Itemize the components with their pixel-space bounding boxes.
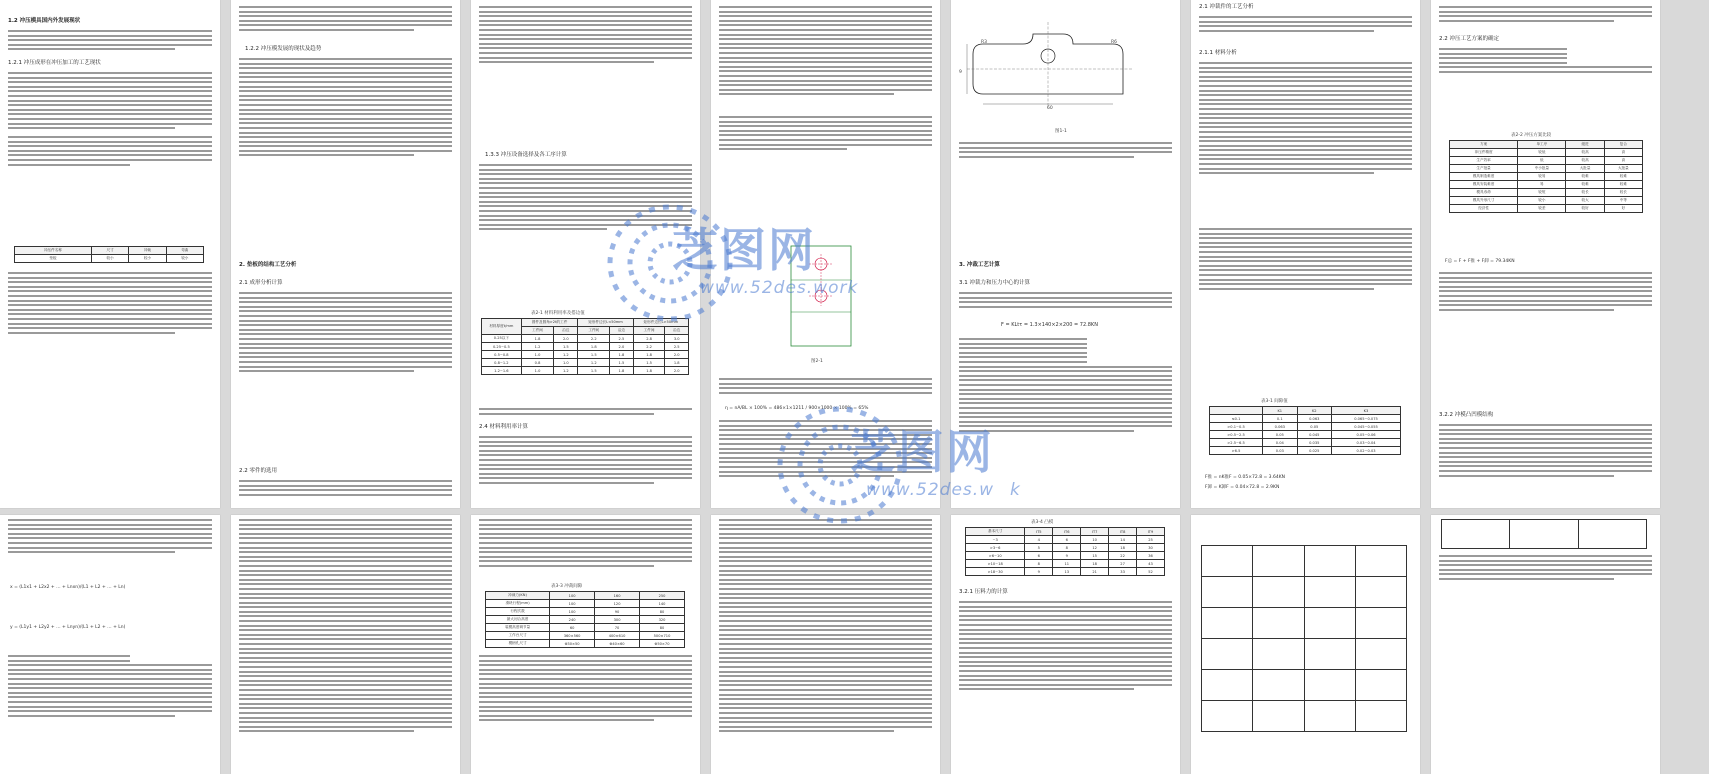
table-row: 模具外形尺寸 较小 较大 中等 [1450, 197, 1643, 205]
text-block [1439, 555, 1652, 580]
document-page-14 [1431, 515, 1660, 774]
text-block [8, 272, 212, 334]
text-block [959, 601, 1172, 690]
force-equation: F = KLtτ = 1.3×140×2×200 = 72.8KN [1001, 322, 1098, 328]
strip-layout-figure [781, 244, 861, 354]
document-page-12 [951, 515, 1180, 774]
watermark-url: www.52des.work [700, 278, 859, 298]
scheme-comparison-table: 方案 单工序 级进 复合 冲压件精度 较低 较高 高 生产效率 低 较高 高 生产批量 中小批量 大批量 大批量 模具制造难度 较易 较难 较难 模具安装难度 易 较难 较难 模具寿命 较短 较长 较长 模具外形尺寸 较小 较大 中等 经济性 较差 较好 好 [1449, 140, 1643, 213]
text-block [8, 136, 212, 166]
text-block [479, 519, 692, 567]
table-row: 经济性 较差 较好 好 [1450, 205, 1643, 213]
table-caption: 表3-3 冲裁间隙 [551, 584, 583, 589]
watermark-title: 芝图网 [672, 223, 816, 277]
text-block [239, 292, 452, 372]
tolerance-table: 基本尺寸 IT5 IT6 IT7 IT8 IT9 ~3 4 6 10 14 25 >3~6 5 8 12 18 30 >6~10 6 9 15 22 36 >10~18 8 11 18 27 43 >18~30 9 13 21 33 52 [965, 527, 1165, 576]
table-row: 模具安装难度 易 较难 较难 [1450, 181, 1643, 189]
section-heading: 1.2 冲压模具国内外发展现状 [8, 18, 81, 24]
document-page-9 [231, 515, 460, 774]
subsection-heading: 1.3.3 冲压设备选择及各工序计算 [485, 152, 567, 158]
table-row: >0.5~2.5 0.05 0.045 0.05~0.06 [1210, 431, 1401, 439]
text-block [719, 6, 932, 95]
watermark-title: 芝图网 [850, 425, 994, 479]
watermark-url-fragment: k [1010, 480, 1021, 500]
document-page-3 [471, 0, 700, 508]
subsection-heading: 3.2.2 冲模凸凹模结构 [1439, 412, 1494, 418]
table-row: >18~30 9 13 21 33 52 [966, 568, 1165, 576]
text-block [239, 6, 452, 31]
push-force-equation: F推 = nK推F = 0.05×72.8 = 3.64KN [1205, 475, 1286, 480]
table-row: >6~10 6 9 15 22 36 [966, 552, 1165, 560]
text-block [479, 655, 692, 721]
table-caption: 表2-1 材料利用率及搭边值 [531, 311, 585, 316]
table-row: 0.5~0.8 1.0 1.2 1.5 1.8 1.8 2.0 [482, 351, 689, 359]
text-block [719, 116, 932, 150]
text-block [719, 420, 932, 477]
document-page-8 [0, 515, 220, 774]
dimension-label: R3 [981, 40, 987, 45]
text-block [1439, 272, 1652, 311]
section-heading: 2.1 冲裁件的工艺分析 [1199, 4, 1254, 10]
press-spec-table: 冲裁力(KN) 100 160 250 滑块行程(mm) 100 120 140 行程次数 100 90 80 最大闭合高度 240 300 320 装模高度调节量 60 70 80 工作台尺寸 360×560 400×610 500×710 模柄孔尺寸 Φ30×50 Φ40×60 Φ50×70 [485, 591, 685, 648]
text-block [1439, 424, 1652, 477]
text-block [959, 292, 1172, 308]
document-page-10 [471, 515, 700, 774]
table-row: 模具寿命 较短 较长 较长 [1450, 189, 1643, 197]
table-row: >2.5~6.5 0.04 0.035 0.03~0.04 [1210, 439, 1401, 447]
text-block [479, 6, 692, 63]
text-block [1199, 62, 1412, 174]
table-row: 工作台尺寸 360×560 400×610 500×710 [486, 632, 685, 640]
table-row: ≤0.1 0.1 0.063 0.065~0.075 [1210, 415, 1401, 423]
subsection-heading: 1.2.1 冲压成形在冲压加工的工艺现状 [8, 60, 101, 66]
table-row: 生产批量 中小批量 大批量 大批量 [1450, 165, 1643, 173]
unload-force-equation: F卸 = K卸F = 0.04×72.8 = 2.9KN [1205, 485, 1280, 490]
text-block [719, 378, 932, 394]
document-page-13 [1191, 515, 1420, 774]
text-block [239, 519, 452, 732]
text-block [479, 164, 692, 230]
bottom-page-row [0, 515, 1709, 774]
figure-caption: 图2-1 [811, 359, 823, 364]
text-block [8, 519, 212, 553]
centroid-x-equation: x = (L1x1 + L2x2 + … + Lnxn)/(L1 + L2 + … + Ln) [10, 585, 126, 590]
table-row: 模柄孔尺寸 Φ30×50 Φ40×60 Φ50×70 [486, 640, 685, 648]
document-page-11 [711, 515, 940, 774]
table-caption: 表3-1 间隙值 [1261, 399, 1288, 404]
section-heading: 2.2 冲压工艺方案的确定 [1439, 36, 1499, 42]
table-row: >6.5 0.03 0.025 0.02~0.03 [1210, 447, 1401, 455]
table-row: 冲压件精度 较低 较高 高 [1450, 149, 1643, 157]
document-page-4 [711, 0, 940, 508]
dimension-label: 60 [1047, 106, 1053, 111]
utilization-equation: η = nA/BL × 100% = 486×1×1211 / 900×1000 × 100% = 65% [725, 406, 869, 411]
table-row: 0.25~0.5 1.2 1.5 1.8 2.0 2.2 2.5 [482, 343, 689, 351]
dimension-label: 9 [959, 70, 962, 75]
table-row: >0.1~0.5 0.063 0.05 0.045~0.055 [1210, 423, 1401, 431]
table-row: >10~18 8 11 18 27 43 [966, 560, 1165, 568]
total-force-equation: F总 = F + F推 + F卸 = 79.34KN [1445, 259, 1515, 264]
part-table [1441, 519, 1647, 549]
text-block [719, 519, 932, 732]
table-row: 1.2~1.6 1.0 1.2 1.5 1.8 1.8 2.0 [482, 367, 689, 375]
section-heading: 3.2.1 压料力的计算 [959, 589, 1008, 595]
text-block [1439, 48, 1652, 73]
dimension-label: R6 [1111, 40, 1117, 45]
table-row: ~3 4 6 10 14 25 [966, 536, 1165, 544]
part-drawing-figure [963, 14, 1143, 114]
text-block [1199, 228, 1412, 290]
coefficient-table: K1 K2 K3 ≤0.1 0.1 0.063 0.065~0.075 >0.1~0.5 0.063 0.05 0.045~0.055 >0.5~2.5 0.05 0.045 0.05~0.06 >2.5~6.5 0.04 0.035 0.03~0.04 >6.5 0.03 0.025 0.02~0.03 [1209, 406, 1401, 455]
section-heading: 2.2 零件的选用 [239, 468, 277, 474]
table-caption: 表3-4 凸模 [1031, 520, 1054, 525]
chapter-heading: 3. 冲裁工艺计算 [959, 262, 1000, 268]
figure-caption: 图1-1 [1055, 129, 1067, 134]
section-heading: 2.4 材料利用率计算 [479, 424, 528, 430]
text-block [1199, 16, 1412, 32]
text-block [8, 655, 212, 717]
table-row: 模具制造难度 较易 较难 较难 [1450, 173, 1643, 181]
text-block [8, 30, 212, 50]
section-heading: 3.1 冲裁力和压力中心的计算 [959, 280, 1030, 286]
subsection-heading: 2.1.1 材料分析 [1199, 50, 1237, 56]
text-block [479, 408, 692, 415]
document-page-6 [1191, 0, 1420, 508]
material-table: 冲压件名称 尺寸 冲裁 弯曲 垫板 较小 较小 较小 [14, 246, 204, 263]
text-block [479, 436, 692, 484]
table-row: 最大闭合高度 240 300 320 [486, 616, 685, 624]
text-block [239, 480, 452, 496]
table-row: >3~6 5 8 12 18 30 [966, 544, 1165, 552]
text-block [239, 58, 452, 156]
document-page-5 [951, 0, 1180, 508]
table-row: 0.8~1.2 0.8 1.0 1.2 1.5 1.5 1.8 [482, 359, 689, 367]
document-page-1 [0, 0, 220, 508]
centroid-y-equation: y = (L1y1 + L2y2 + … + Lnyn)/(L1 + L2 + … + Ln) [10, 625, 126, 630]
document-page-2 [231, 0, 460, 508]
chapter-heading: 2. 垫板的结构工艺分析 [239, 262, 297, 268]
table-caption: 表2-2 冲压方案比较 [1511, 133, 1552, 138]
subsection-heading: 1.2.2 冲压模发展的现状及趋势 [245, 46, 322, 52]
document-page-7 [1431, 0, 1660, 508]
watermark-url: www.52des.w [866, 480, 995, 500]
text-block [8, 72, 212, 129]
part-table [1201, 545, 1407, 732]
table-row: 滑块行程(mm) 100 120 140 [486, 600, 685, 608]
text-block [1439, 6, 1652, 22]
section-heading: 2.1 成形分析计算 [239, 280, 283, 286]
overlap-table: 材料厚度t/mm 圆件及圆角>2t的工件 矩形件边长L<50mm 矩形件边长L>50mm 工件间 沿边 工件间 沿边 工件间 沿边 0.25以下 1.8 2.0 2.2 2.5 2.8 3.0 0.25~0.5 1.2 1.5 1.8 2.0 2.2 2.5 0.5~0.8 1.0 1.2 1.5 1.8 1.8 2.0 0.8~1.2 0.8 1.0 1.2 1.5 1.5 1.8 1.2~1.6 1.0 1.2 1.5 1.8 1.8 2.0 [481, 318, 689, 375]
table-row: 生产效率 低 较高 高 [1450, 157, 1643, 165]
text-block [959, 142, 1172, 158]
table-row: 装模高度调节量 60 70 80 [486, 624, 685, 632]
table-row: 行程次数 100 90 80 [486, 608, 685, 616]
table-row: 0.25以下 1.8 2.0 2.2 2.5 2.8 3.0 [482, 335, 689, 343]
text-block [959, 338, 1172, 432]
